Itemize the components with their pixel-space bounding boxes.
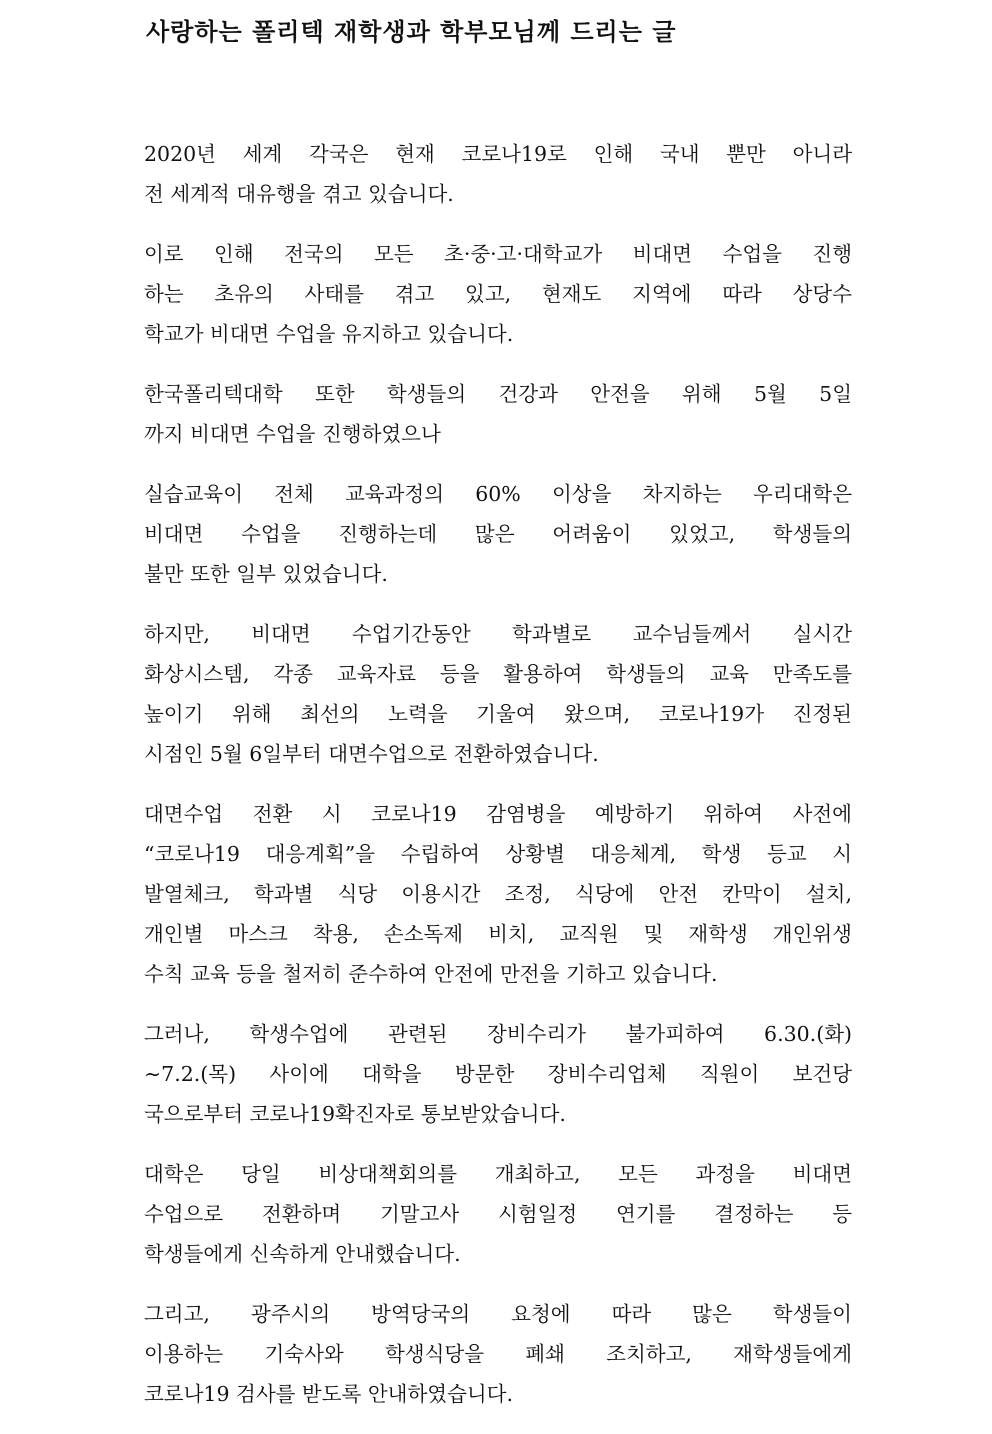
paragraph-line: 하는 초유의 사태를 겪고 있고, 현재도 지역에 따라 상당수	[144, 282, 852, 306]
document-title: 사랑하는 폴리텍 재학생과 학부모님께 드리는 글	[146, 18, 677, 46]
paragraph	[144, 234, 852, 354]
paragraph-line: 발열체크, 학과별 식당 이용시간 조정, 식당에 안전 칸막이 설치,	[144, 882, 852, 906]
paragraph-line: 한국폴리텍대학 또한 학생들의 건강과 안전을 위해 5월 5일	[144, 382, 852, 406]
document-page	[144, 0, 852, 1406]
paragraph	[144, 1014, 852, 1134]
paragraph-line: 높이기 위해 최선의 노력을 기울여 왔으며, 코로나19가 진정된	[144, 702, 852, 726]
paragraph-line: 비대면 수업을 진행하는데 많은 어려움이 있었고, 학생들의	[144, 522, 852, 546]
paragraph-line: 학생들에게 신속하게 안내했습니다.	[144, 1242, 461, 1266]
paragraph	[144, 794, 852, 994]
paragraph	[144, 134, 852, 214]
paragraph-line: 이로 인해 전국의 모든 초·중·고·대학교가 비대면 수업을 진행	[144, 242, 852, 266]
paragraph-line: 개인별 마스크 착용, 손소독제 비치, 교직원 및 재학생 개인위생	[144, 922, 852, 946]
paragraph-line: 학교가 비대면 수업을 유지하고 있습니다.	[144, 322, 514, 346]
paragraph-line: 수칙 교육 등을 철저히 준수하여 안전에 만전을 기하고 있습니다.	[144, 962, 718, 986]
paragraph-line: 그러나, 학생수업에 관련된 장비수리가 불가피하여 6.30.(화)	[144, 1022, 852, 1046]
paragraph-line: 까지 비대면 수업을 진행하였으나	[144, 422, 441, 446]
paragraph	[144, 474, 852, 594]
paragraph-line: 불만 또한 일부 있었습니다.	[144, 562, 388, 586]
paragraph-line: 코로나19 검사를 받도록 안내하였습니다.	[144, 1382, 513, 1406]
paragraph-line: 실습교육이 전체 교육과정의 60% 이상을 차지하는 우리대학은	[144, 482, 852, 506]
paragraph	[144, 614, 852, 774]
paragraph	[144, 1294, 852, 1414]
paragraph-line: 국으로부터 코로나19확진자로 통보받았습니다.	[144, 1102, 566, 1126]
paragraph-line: 2020년 세계 각국은 현재 코로나19로 인해 국내 뿐만 아니라	[144, 142, 852, 166]
paragraph-line: 대학은 당일 비상대책회의를 개최하고, 모든 과정을 비대면	[144, 1162, 852, 1186]
paragraph	[144, 374, 852, 454]
paragraph	[144, 1154, 852, 1274]
paragraph-line: 화상시스템, 각종 교육자료 등을 활용하여 학생들의 교육 만족도를	[144, 662, 852, 686]
paragraph-line: 전 세계적 대유행을 겪고 있습니다.	[144, 182, 454, 206]
paragraph-line: 하지만, 비대면 수업기간동안 학과별로 교수님들께서 실시간	[144, 622, 852, 646]
paragraph-line: 시점인 5월 6일부터 대면수업으로 전환하였습니다.	[144, 742, 599, 766]
document-body	[144, 134, 852, 1434]
paragraph-line: 그리고, 광주시의 방역당국의 요청에 따라 많은 학생들이	[144, 1302, 852, 1326]
paragraph-line: ∼7.2.(목) 사이에 대학을 방문한 장비수리업체 직원이 보건당	[144, 1062, 852, 1086]
paragraph-line: “코로나19 대응계획”을 수립하여 상황별 대응체계, 학생 등교 시	[144, 842, 852, 866]
paragraph-line: 이용하는 기숙사와 학생식당을 폐쇄 조치하고, 재학생들에게	[144, 1342, 852, 1366]
paragraph-line: 수업으로 전환하며 기말고사 시험일정 연기를 결정하는 등	[144, 1202, 852, 1226]
paragraph-line: 대면수업 전환 시 코로나19 감염병을 예방하기 위하여 사전에	[144, 802, 852, 826]
